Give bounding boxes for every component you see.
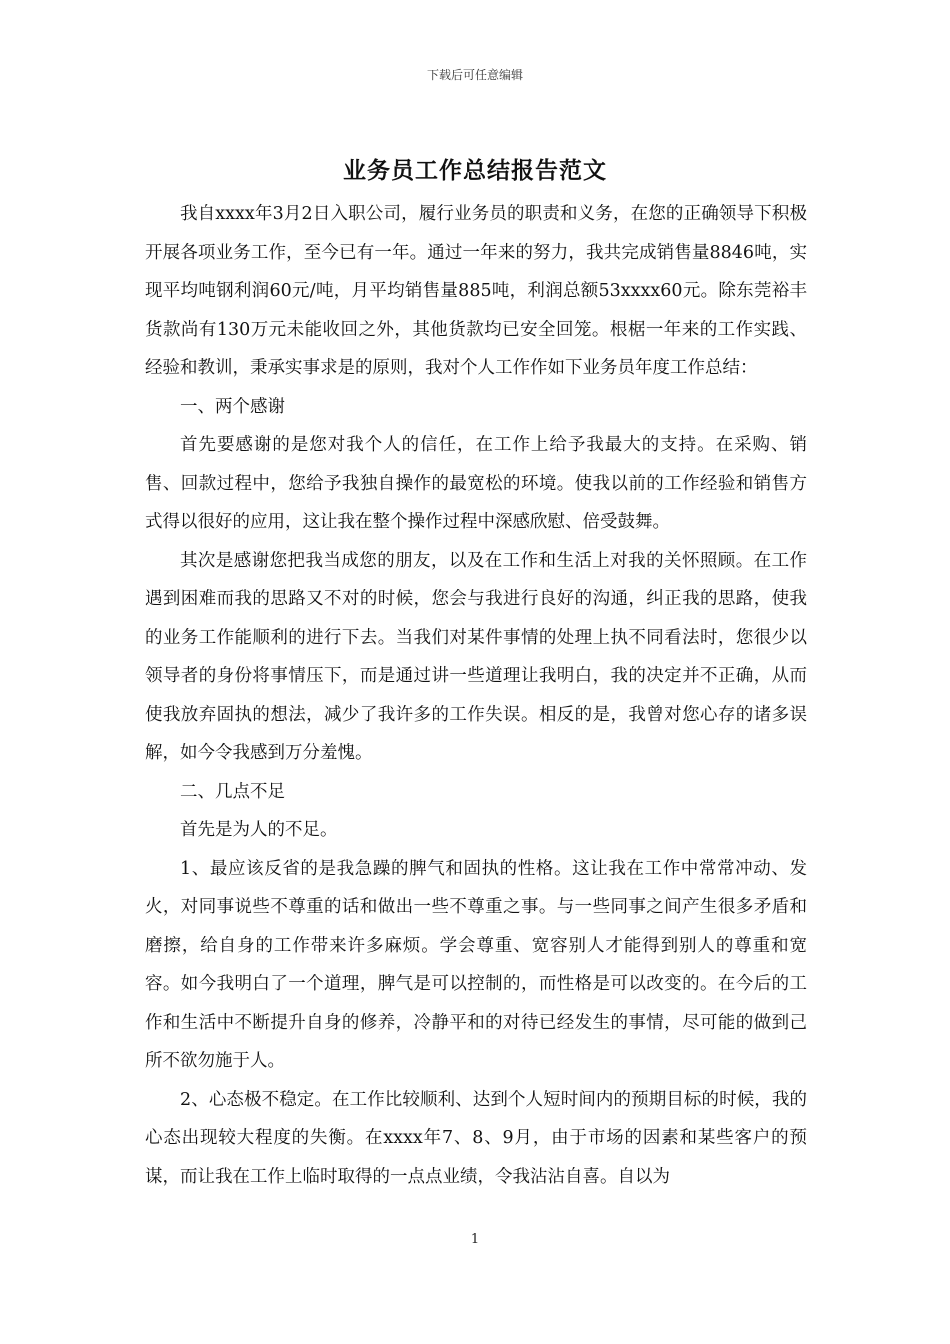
paragraph-intro: 我自xxxx年3月2日入职公司，履行业务员的职责和义务，在您的正确领导下积极开展各项业务工作，至今已有一年。通过一年来的努力，我共完成销售量8846吨，实现平均吨钢利润60元/吨，月平均销售量885吨，利润总额53xxxx60元。除东莞裕丰货款尚有130万元未能收回之外，其他货款均已安全回笼。根椐一年来的工作实践、经验和教训，秉承实事求是的原则，我对个人工作作如下业务员年度工作总结：: [145, 204, 807, 378]
header-note: 下载后可任意编辑: [426, 68, 523, 82]
paragraph-thanks-first: 首先要感谢的是您对我个人的信任，在工作上给予我最大的支持。在采购、销售、回款过程中，您给予我独自操作的最宽松的环境。使我以前的工作经验和销售方式得以很好的应用，这让我在整个操作过程中深感欣慰、倍受鼓舞。: [145, 435, 807, 532]
paragraph-thanks-second: 其次是感谢您把我当成您的朋友，以及在工作和生活上对我的关怀照顾。在工作遇到困难而我的思路又不对的时候，您会与我进行良好的沟通，纠正我的思路，使我的业务工作能顺利的进行下去。当我们对某件事情的处理上执不同看法时，您很少以领导者的身份将事情压下，而是通过讲一些道理让我明白，我的决定并不正确，从而使我放弃固执的想法，减少了我许多的工作失误。相反的是，我曾对您心存的诸多误解，如今令我感到万分羞愧。: [145, 550, 807, 763]
document-title: 业务员工作总结报告范文: [343, 157, 607, 184]
section-heading-shortcomings: 二、几点不足: [180, 781, 285, 802]
document-body: [145, 195, 807, 1196]
section-heading-thanks: 一、两个感谢: [180, 396, 285, 417]
paragraph-point-1: 1、最应该反省的是我急躁的脾气和固执的性格。这让我在工作中常常冲动、发火，对同事说些不尊重的话和做出一些不尊重之事。与一些同事之间产生很多矛盾和磨擦，给自身的工作带来许多麻烦。学会尊重、宽容别人才能得到别人的尊重和宽容。如今我明白了一个道理，脾气是可以控制的，而性格是可以改变的。在今后的工作和生活中不断提升自身的修养，冷静平和的对待已经发生的事情，尽可能的做到己所不欲勿施于人。: [145, 858, 807, 1071]
paragraph-point-2: 2、心态极不稳定。在工作比较顺利、达到个人短时间内的预期目标的时候，我的心态出现较大程度的失衡。在xxxx年7、8、9月，由于市场的因素和某些客户的预谋，而让我在工作上临时取得的一点点业绩，令我沾沾自喜。自以为: [145, 1089, 807, 1187]
paragraph-personal-shortcoming: 首先是为人的不足。: [180, 820, 338, 840]
page-number: 1: [470, 1232, 480, 1247]
